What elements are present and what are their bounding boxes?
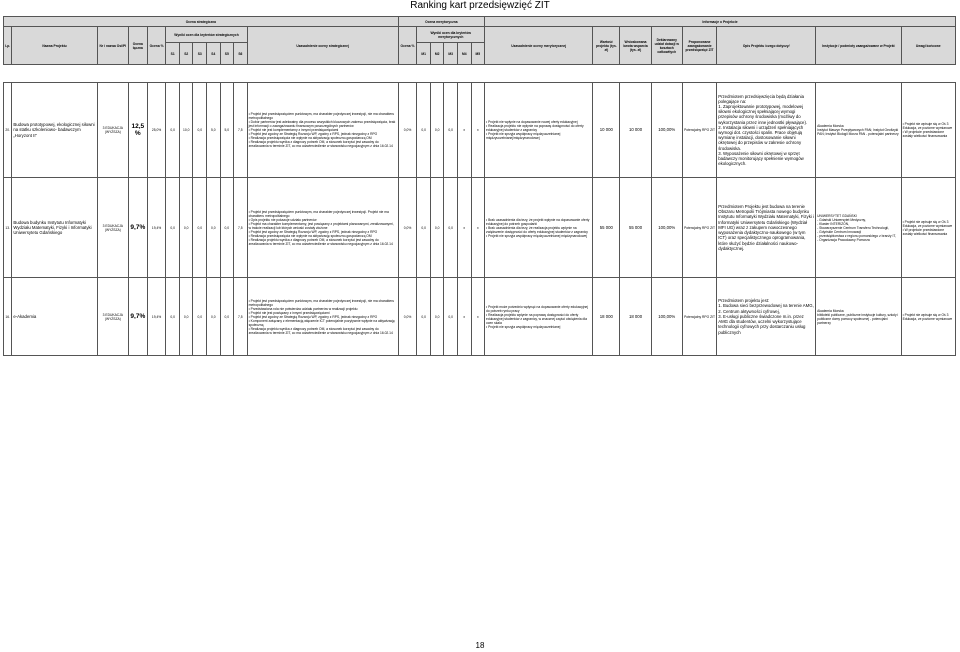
row-m-score: 0,0% (398, 178, 417, 278)
header-value: Wartość projektu (tys. zł) (593, 27, 620, 65)
row-institutions: Akademia Morska Instytut Maszyn Przepływowych PAN; Instytut Geofizyki PAN; Instytut Biologii Morza PAN - potencjalni partnerzy (816, 83, 901, 178)
row-s-justification: • Projekt jest przedsięwzięciem punktowym, ma charakter pojedynczej inwestycji. Projekt nie ma charakteru metropolitalnego • Opis projektu nie pokazuje udziału partnerów • Projekt ma charakter komplementarny, jest powiązany z projektami planowanymi, zrealizowanymi, w trakcie realizacji lub których wnioski zostały złożone • Projekt jest zgodny ze Strategią Rozwoju WP, zgodny z RPS, jednak niezgodny z RPO • Realizacja przedsięwzięcia nie wpłynie na aktywizację społeczno-gospodarczą OM • Realizacja projektu wynika z diagnozy potrzeb OM, a stosunek korzyści jest zasadny do zrealizowania w terminie ZIT, co ma odzwierciedlenie w stanowisku negocjacyjnym z dnia 16.02.14 (247, 178, 398, 278)
row-notes: • Projekt nie wpisuje się w Oś 3 Edukacja, ze poziome wymiarowe • W projekcie przedstawione zostały wielkości finansowania (901, 178, 955, 278)
row-description: Przedmiotem Projektu jest budowa na terenie Obszaru Metropolii Trójmiasta nowego budynku Instytutu Informatyki Wydziału Matematyki, Fizyki i Informatyki Uniwersytetu Gdańskiego (Wydział MFI UG) wraz z zakupem nowoczesnego wyposażenia dydaktyczno-naukowego (w tym ICT) oraz specjalistycznego oprogramowania, które służyć będzie działalności naukowo-dydaktycznej. (717, 178, 816, 278)
row-m1: 0,0 (417, 178, 431, 278)
header-share: Deklarowany udział dotacji w kosztach całkowitych (651, 27, 682, 65)
row-s1: 0,0 (166, 83, 180, 178)
row-s1: 0,0 (166, 278, 180, 356)
header-m4: M4 (457, 43, 471, 65)
row-m4: x (457, 83, 471, 178)
row-s4: 5,0 (207, 83, 221, 178)
header-s6: S6 (234, 43, 248, 65)
row-m5: x (471, 178, 485, 278)
row-axis: 3 EDUKACJA (WYŻSZA) (97, 278, 128, 356)
row-total: 9,7% (128, 278, 147, 356)
page-title: Ranking kart przedsięwzięć ZIT (410, 0, 550, 11)
row-m-justification: • Brak uzasadnienia dla tezy, że projekt wpłynie na dopasowanie oferty edukacyjnej do potrzeb gospodarki • Brak uzasadnienia dla tezy, że realizacja projektu wpłynie na zwiększenie dostępności do oferty edukacyjnej studentów z zagranicy • Projekt nie sprzyja współpracy międzyuczelnianej międzynarodowej (485, 178, 593, 278)
header-operator: Proponowane zaangażowanie przedsięwzięć ZIT (682, 27, 716, 65)
row-m4: x (457, 178, 471, 278)
row-m-score: 0,0% (398, 83, 417, 178)
row-m2: 0,0 (430, 278, 444, 356)
row-requested: 55 000 (620, 178, 651, 278)
header-lp: Lp. (4, 27, 12, 65)
row-s5: 0,0 (220, 278, 234, 356)
group-merit: Ocena merytoryczna (398, 17, 484, 27)
page-number: 18 (475, 641, 485, 650)
row-axis: 3 EDUKACJA (WYŻSZA) (97, 83, 128, 178)
row-requested: 18 000 (620, 278, 651, 356)
row-s1: 0,0 (166, 178, 180, 278)
row-lp: 20. (4, 83, 12, 178)
row-m1: 0,0 (417, 83, 431, 178)
row-m1: 0,0 (417, 278, 431, 356)
header-m-score: Ocena % (398, 27, 417, 65)
table-row (4, 178, 956, 278)
row-s5: 0,0 (220, 178, 234, 278)
header-s3: S3 (193, 43, 207, 65)
row-s-score: 19,4% (147, 178, 166, 278)
header-m3: M3 (444, 43, 458, 65)
row-m3: 0,0 (444, 278, 458, 356)
row-operator: Potencjalny RPO ZIT (682, 278, 716, 356)
row-m-score: 0,0% (398, 278, 417, 356)
row-s4: 0,0 (207, 178, 221, 278)
row-name: Budowa prototypowej, ekologicznej siłowni na statku szkoleniowo- badawczym „Horyzont II” (12, 83, 97, 178)
header-requested: Wnioskowana kwota wsparcia (tys. zł) (620, 27, 651, 65)
header-name: Nazwa Projektu (12, 27, 97, 65)
ranking-table (3, 16, 956, 356)
row-total: 12,5% (128, 83, 147, 178)
row-notes: • Projekt nie wpisuje się w Oś 3 Edukacja, ze poziome wymiarowe (901, 278, 955, 356)
row-lp: 13. (4, 178, 12, 278)
row-m3: 0,0 (444, 178, 458, 278)
row-share: 100,00% (651, 178, 682, 278)
row-s2: 0,0 (179, 278, 193, 356)
row-m3: 0,0 (444, 83, 458, 178)
row-name: e-Akademia (12, 278, 97, 356)
row-s-score: 19,4% (147, 278, 166, 356)
spacer (4, 65, 956, 83)
row-value: 55 000 (593, 178, 620, 278)
row-m5: x (471, 278, 485, 356)
row-m2: 0,0 (430, 83, 444, 178)
row-notes: • Projekt nie wpisuje się w Oś 3 Edukacja, ze poziome wymiarowe • W projekcie przedstawione zostały wielkości finansowania (901, 83, 955, 178)
row-share: 100,00% (651, 83, 682, 178)
row-s-justification: • Projekt jest przedsięwzięciem punktowym, ma charakter pojedynczej inwestycji, nie ma charakteru metropolitalnego • Przedstawiona rola nie potwierdza udziału partnerów w realizacji projektu • Projekt nie jest powiązany z innymi przedsięwzięciami • Projekt jest zgodny ze Strategią Rozwoju WP, zgodny z RPS, jednak niezgodny z RPO • Komponent związany z elementacją włączenie ICT potencjalnie pozytywnie wpłynie na aktywizację społeczną • Realizacja projektu wynika z diagnozy potrzeb OM, a stosunek korzyści jest zasadny do zrealizowania w terminie ZIT, co ma odzwierciedlenie w stanowisku negocjacyjnym z dnia 16.02.14 (247, 278, 398, 356)
row-m-justification: • Projekt nie wpłynie na dopasowanie nowej oferty edukacyjnej • Realizacja projektu nie wpłynie na poprawę dostępności do oferty edukacyjnej studentów z zagranicy • Projekt nie sprzyja współpracy międzyuczelnianej międzyuczelnianej/międzynarodowej (485, 83, 593, 178)
row-name: Budowa budynku Instytutu Informatyki Wydziału Matematyki, Fizyki i Informatyki Uniwersytetu Gdańskiego (12, 178, 97, 278)
row-value: 10 000 (593, 83, 620, 178)
header-s1: S1 (166, 43, 180, 65)
row-institutions: UNIWERSYTET GDAŃSKI - Gdański Uniwersytet Medyczny, - Klaster INTERIZON, - Stowarzyszenie Centrum Transferu Technologii, - Gdyńskie Centrum Innowacji - przedsiębiorstwa z regionu pomorskiego z branży IT, - Organizacja Pracodawcy Pomorza (816, 178, 901, 278)
row-s2: 0,0 (179, 178, 193, 278)
header-total: Ocena łączna (128, 27, 147, 65)
row-s3: 0,0 (193, 83, 207, 178)
row-total: 9,7% (128, 178, 147, 278)
row-s6: 7,5 (234, 278, 248, 356)
header-axis: Nr i nazwa Osi/PI (97, 27, 128, 65)
row-description: Przedmiotem projektu jest: 1. Budowa sieci bezprzewodowej na terenie AMG, 2. Centrum aktywności cyfrowej, 3. E-usługi publiczne świadczone m.in. przez AMG dla studentów, uczelni wykorzystujące technologii cyfrowych przy dostarczaniu usług publicznych (717, 278, 816, 356)
row-s6: 7,5 (234, 83, 248, 178)
group-info: Informacje o Projekcie (485, 17, 956, 27)
row-s5: 5,0 (220, 83, 234, 178)
header-m2: M2 (430, 43, 444, 65)
header-m5: M5 (471, 43, 485, 65)
row-m5: x (471, 83, 485, 178)
row-institutions: Akademia Morska biblioteki publiczne, publiczne instytucje kultury, szkoły i publiczne domy pomocy społecznej - potencjalni partnerzy (816, 278, 901, 356)
row-share: 100,00% (651, 278, 682, 356)
header-s-results: Wyniki ocen dla kryteriów strategicznych (166, 27, 247, 43)
row-s2: 10,0 (179, 83, 193, 178)
header-s5: S5 (220, 43, 234, 65)
header-m1: M1 (417, 43, 431, 65)
row-m2: 0,0 (430, 178, 444, 278)
row-s6: 7,5 (234, 178, 248, 278)
header-description: Opis Projektu /czego dotyczy/ (717, 27, 816, 65)
row-description: Przedmiotem przedsięwzięcia będą działania polegające na: 1. Zaprojektowanie prototypowej, modelowej siłowni ekologicznej spełniającej wymogi przepisów ochrony środowiska (możliwy do wykorzystania przez inne jednostki pływające). 2. Instalacja siłowni i urządzeń spełniających wymogi dot. czystości spalin. Prace objętują wymianę instalacji, dostosowanie siłowni okrętowej do przepisów w zakresie ochrony środowiska. 3. Wyposażenie siłowni okrętowej w sprzęt badawczy monitorujący spełnienie wymogów ekologicznych. (717, 83, 816, 178)
header-s-score: Ocena % (147, 27, 166, 65)
row-axis: 3 EDUKACJA (WYŻSZA) (97, 178, 128, 278)
row-s3: 0,0 (193, 178, 207, 278)
table-row (4, 278, 956, 356)
row-m4: x (457, 278, 471, 356)
header-s-justification: Uzasadnienie oceny strategicznej (247, 27, 398, 65)
row-s3: 0,0 (193, 278, 207, 356)
group-strategic: Ocena strategiczna (4, 17, 399, 27)
header-s4: S4 (207, 43, 221, 65)
table-row (4, 83, 956, 178)
row-requested: 10 000 (620, 83, 651, 178)
row-lp: 16. (4, 278, 12, 356)
row-operator: Potencjalny RPO ZIT (682, 178, 716, 278)
header-m-results: Wyniki ocen dla kryteriów merytorycznych (417, 27, 485, 43)
row-value: 18 000 (593, 278, 620, 356)
row-s4: 0,0 (207, 278, 221, 356)
row-operator: Potencjalny RPO ZIT (682, 83, 716, 178)
row-s-justification: • Projekt jest przedsięwzięciem punktowym, ma charakter pojedynczej inwestycji, nie ma charakteru metropolitalnego • Dobór partnerów jest adekwatny dla procesu wszystkich kluczowych zakresu przedsięwzięcia, brak jest informacji o zaangażowaniu finansowym poszczególnych partnerów • Projekt nie jest komplementarny z innymi przedsięwzięciami • Projekt jest zgodny ze Strategią Rozwoju WP, zgodny z RPS, jednak niezgodny z RPO • Realizacja przedsięwzięcia nie wpłynie na aktywizację społeczno-gospodarczą OM • Realizacja projektu wynika z diagnozy potrzeb OM, a stosunek korzyści jest zasadny do zrealizowania w terminie ZIT, co ma odzwierciedlenie w stanowisku negocjacyjnym z dnia 16.02.14 (247, 83, 398, 178)
row-m-justification: • Projekt może pośrednio wpłynąć na dopasowanie oferty edukacyjnej do potrzeb rynku pracy • Realizacja projektu wpłynie na poprawę dostępności do oferty edukacyjnej studentów z zagranicy, w znacznej części obciążenia dla ocen skala • Projekt nie sprzyja współpracy międzyuczelnianej (485, 278, 593, 356)
header-m-justification: Uzasadnienie oceny merytorycznej (485, 27, 593, 65)
header-notes: Uwagi końcowe (901, 27, 955, 65)
header-s2: S2 (179, 43, 193, 65)
row-s-score: 25,0% (147, 83, 166, 178)
header-institutions: Instytucje / podmioty zaangażowane w Projekt (816, 27, 901, 65)
